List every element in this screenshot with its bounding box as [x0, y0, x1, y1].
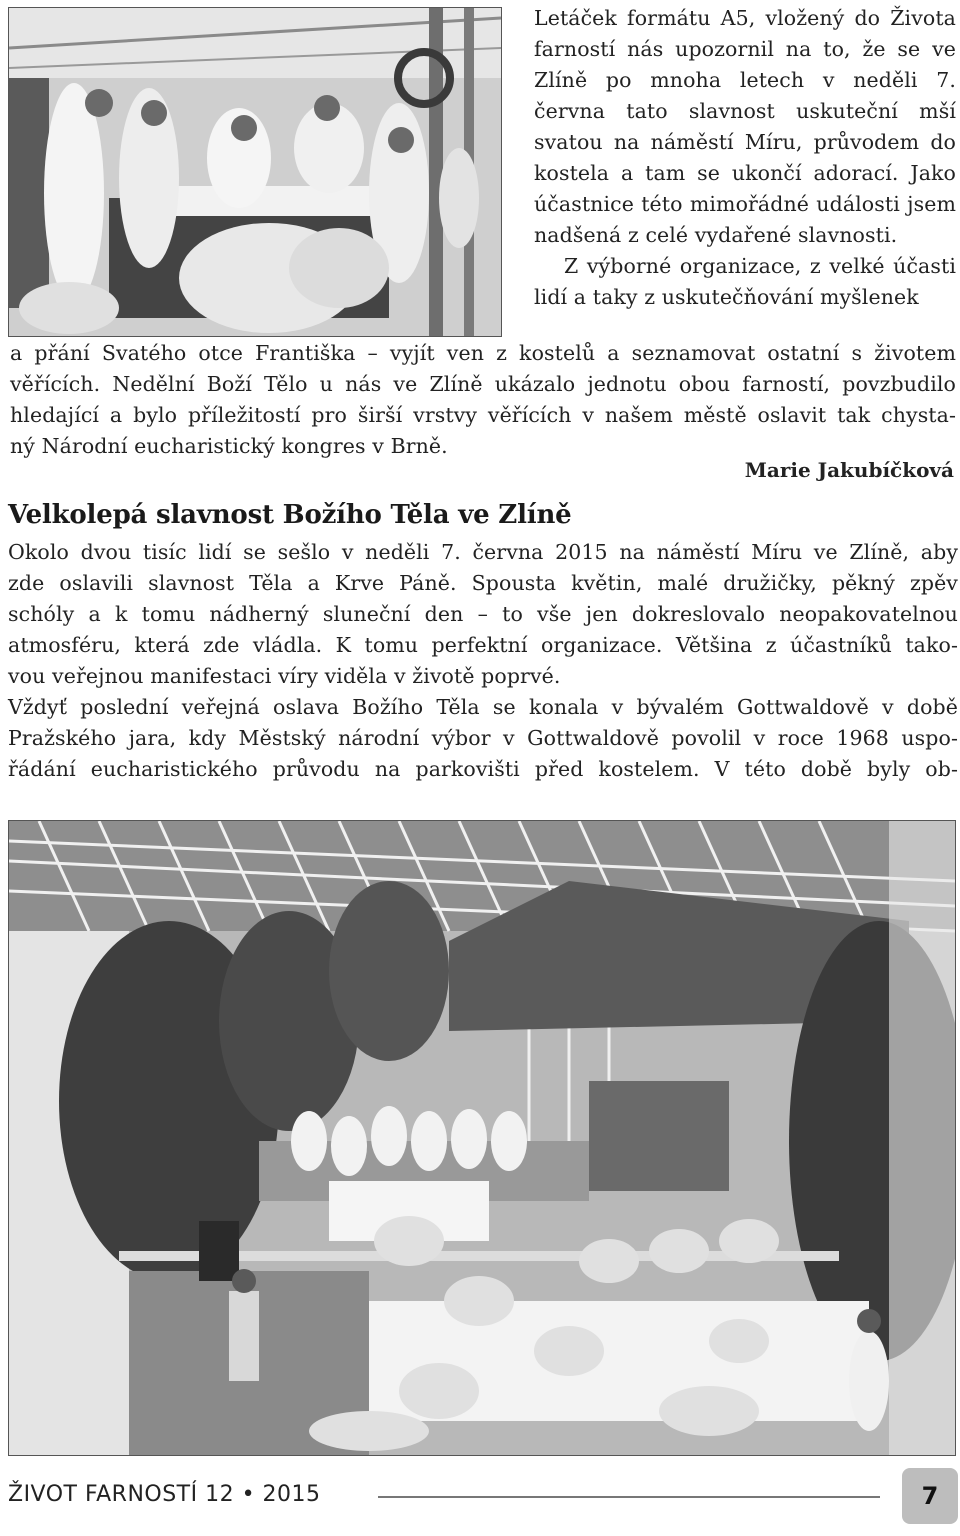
magazine-title: ŽIVOT FARNOSTÍ 12 • 2015	[8, 1482, 321, 1507]
intro-right-column	[534, 3, 956, 313]
page-number: 7	[921, 1482, 939, 1510]
text-line: zde oslavili slavnost Těla a Krve Páně. Spousta květin, malé družičky, pěkný zpěv	[8, 571, 958, 595]
text-line: a přání Svatého otce Františka – vyjít ven z kostelů a seznamovat ostatní s životem	[10, 341, 956, 365]
altar-photo	[8, 7, 502, 337]
text-line: Vždyť poslední veřejná oslava Božího Těla se konala v bývalém Gottwaldově v době	[8, 695, 958, 719]
page-number-badge	[902, 1468, 958, 1524]
intro-continuation	[10, 338, 956, 462]
page-footer	[8, 1468, 960, 1524]
article-heading: Velkolepá slavnost Božího Těla ve Zlíně	[8, 500, 572, 530]
text-line: ný Národní eucharistický kongres v Brně.	[10, 434, 448, 458]
text-line: Okolo dvou tisíc lidí se sešlo v neděli 7. června 2015 na náměstí Míru ve Zlíně, aby	[8, 540, 958, 564]
text-line: vou veřejnou manifestaci víry viděla v životě poprvé.	[8, 664, 561, 688]
text-line: schóly a k tomu nádherný sluneční den – to vše jen dokreslovalo neopakovatelnou	[8, 602, 958, 626]
text-line: Pražského jara, kdy Městský národní výbor v Gottwaldově povolil v roce 1968 uspo-	[8, 726, 958, 750]
intro-paragraph: Letáček formátu A5, vložený do Života farností nás upozornil na to, že se ve Zlíně po mnoha letech v neděli 7. června tato slavnost uskuteční mší svatou na náměstí Míru, průvodem do kostela a tam se ukončí adorací. Jako účastnice této mimořádné události jsem nadšená z celé vydařené slavnosti.	[534, 6, 956, 247]
text-line: atmosféru, která zde vládla. K tomu perfektní organizace. Většina z účastníků tako-	[8, 633, 958, 657]
footer-divider	[378, 1496, 880, 1498]
intro-paragraph: Z výborné organizace, z velké účasti lidí a taky z uskutečňování myšlenek	[534, 254, 956, 309]
text-line: hledající a bylo příležitostí pro širší vrstvy věřících v našem městě oslavit tak chysta-	[10, 403, 956, 427]
author-signature: Marie Jakubíčková	[744, 458, 954, 482]
text-line: řádání eucharistického průvodu na parkovišti před kostelem. V této době byly ob-	[8, 757, 958, 781]
text-line: věřících. Nedělní Boží Tělo u nás ve Zlíně ukázalo jednotu obou farností, povzbudilo	[10, 372, 956, 396]
article-body	[8, 537, 958, 785]
stage-photo	[8, 820, 956, 1456]
